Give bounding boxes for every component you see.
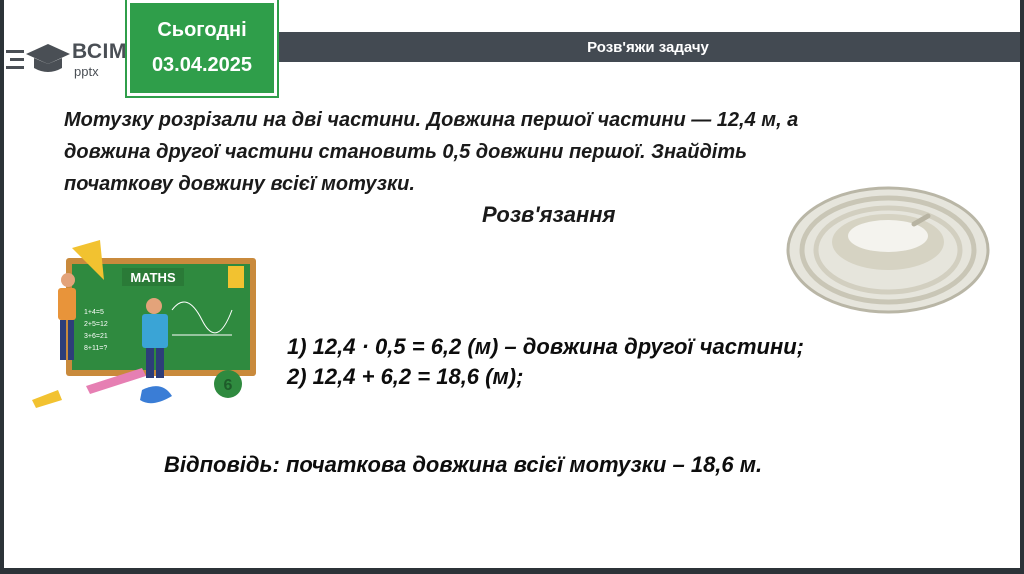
board-line: 1+4=5 bbox=[84, 309, 104, 316]
graduation-cap-icon bbox=[6, 42, 70, 78]
problem-line: Мотузку розрізали на дві частини. Довжина першої частини — 12,4 м, а bbox=[64, 109, 799, 131]
badge-number: 6 bbox=[223, 377, 233, 394]
board-line: 8+11=? bbox=[84, 345, 108, 352]
logo-brand: ВСІМ bbox=[72, 40, 127, 63]
header-title: Розв'яжи задачу bbox=[587, 38, 709, 56]
date-badge bbox=[127, 0, 277, 96]
solution-step: 2) 12,4 + 6,2 = 18,6 (м); bbox=[287, 364, 524, 389]
date-value: 03.04.2025 bbox=[151, 54, 253, 76]
problem-line: початкову довжину всієї мотузки. bbox=[64, 173, 415, 195]
board-line: 2+5=12 bbox=[84, 321, 108, 328]
board-title: MATHS bbox=[130, 270, 176, 285]
math-class-illustration bbox=[22, 240, 268, 410]
rope-image bbox=[782, 180, 994, 320]
solution-step: 1) 12,4 · 0,5 = 6,2 (м) – довжина другої частини; bbox=[287, 334, 804, 359]
solution-title: Розв'язання bbox=[482, 202, 616, 227]
logo-sub: pptx bbox=[74, 64, 99, 79]
answer-text: Відповідь: початкова довжина всієї мотузки – 18,6 м. bbox=[164, 452, 763, 477]
solution-steps bbox=[287, 332, 804, 392]
header-bar bbox=[276, 32, 1020, 62]
brand-logo bbox=[6, 40, 130, 80]
board-line: 3+6=21 bbox=[84, 333, 108, 340]
date-label: Сьогодні bbox=[157, 19, 247, 41]
problem-line: довжина другої частини становить 0,5 довжини першої. Знайдіть bbox=[64, 141, 748, 163]
